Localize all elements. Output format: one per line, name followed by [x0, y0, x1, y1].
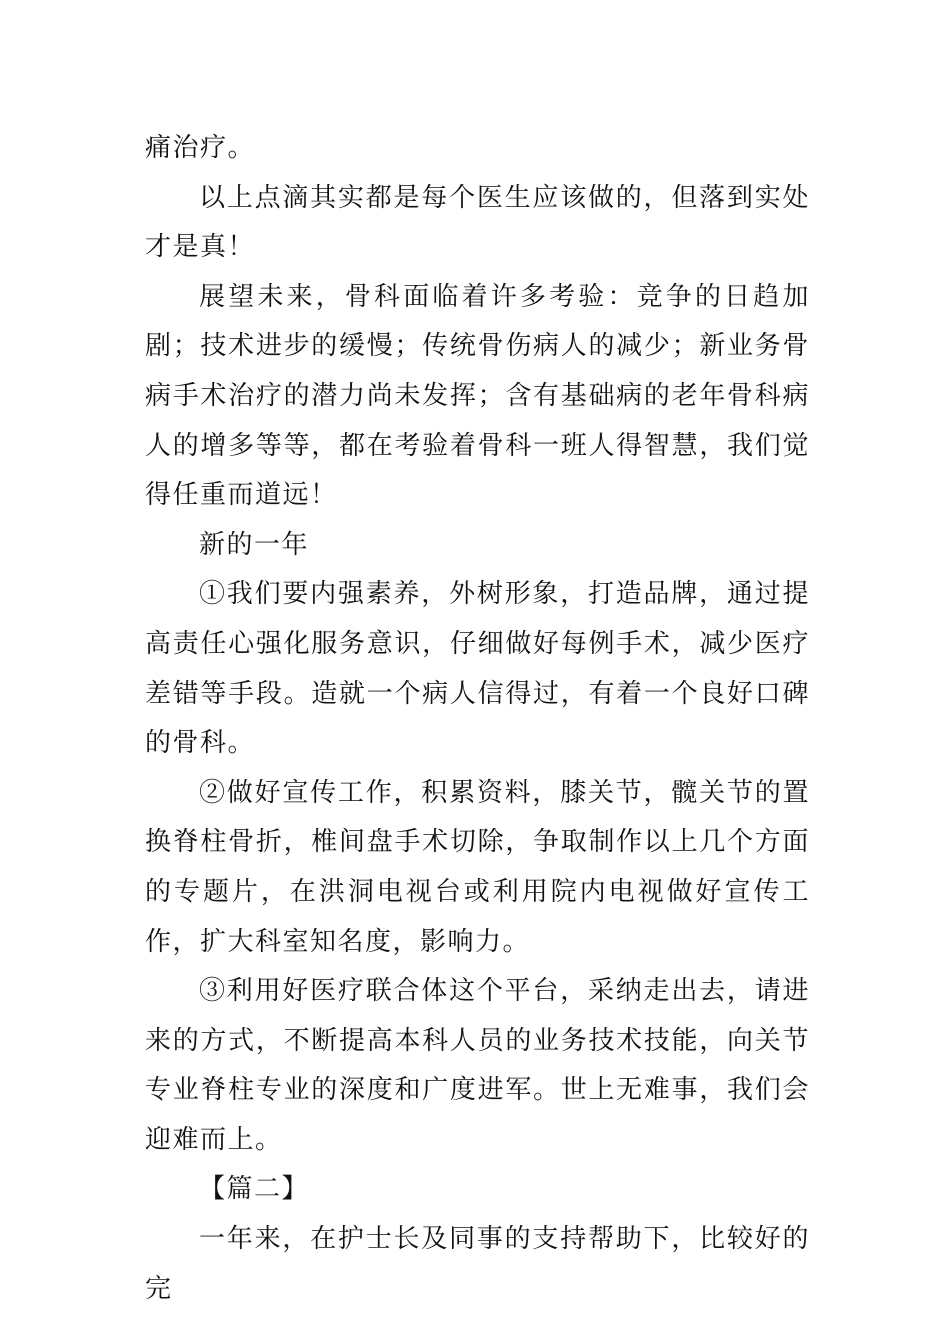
- section-heading-part-two: 【篇二】: [199, 1174, 310, 1205]
- paragraph-goal-1: ①我们要内强素养，外树形象，打造品牌，通过提高责任心强化服务意识，仔细做好每例手术，减少医疗差错等手段。造就一个病人信得过，有着一个良好口碑的骨科。: [145, 579, 810, 759]
- paragraph-summary: 以上点滴其实都是每个医生应该做的，但落到实处才是真！: [145, 182, 810, 263]
- paragraph-part-two-start: 一年来，在护士长及同事的支持帮助下，比较好的完: [145, 1224, 810, 1304]
- paragraph-continuation: 痛治疗。: [145, 133, 256, 163]
- paragraph-goal-2: ②做好宣传工作，积累资料，膝关节，髋关节的置换脊柱骨折，椎间盘手术切除，争取制作以上几个方面的专题片，在洪洞电视台或利用院内电视做好宣传工作，扩大科室知名度，影响力。: [145, 777, 810, 957]
- paragraph-outlook: 展望未来，骨科面临着许多考验：竞争的日趋加剧；技术进步的缓慢；传统骨伤病人的减少；新业务骨病手术治疗的潜力尚未发挥；含有基础病的老年骨科病人的增多等等，都在考验着骨科一班人得智慧，我们觉得任重而道远！: [145, 281, 810, 511]
- paragraph-new-year-heading: 新的一年: [199, 529, 310, 560]
- body-text: [145, 124, 810, 1314]
- paragraph-goal-3: ③利用好医疗联合体这个平台，采纳走出去，请进来的方式，不断提高本科人员的业务技术技能，向关节专业脊柱专业的深度和广度进军。世上无难事，我们会迎难而上。: [145, 976, 810, 1155]
